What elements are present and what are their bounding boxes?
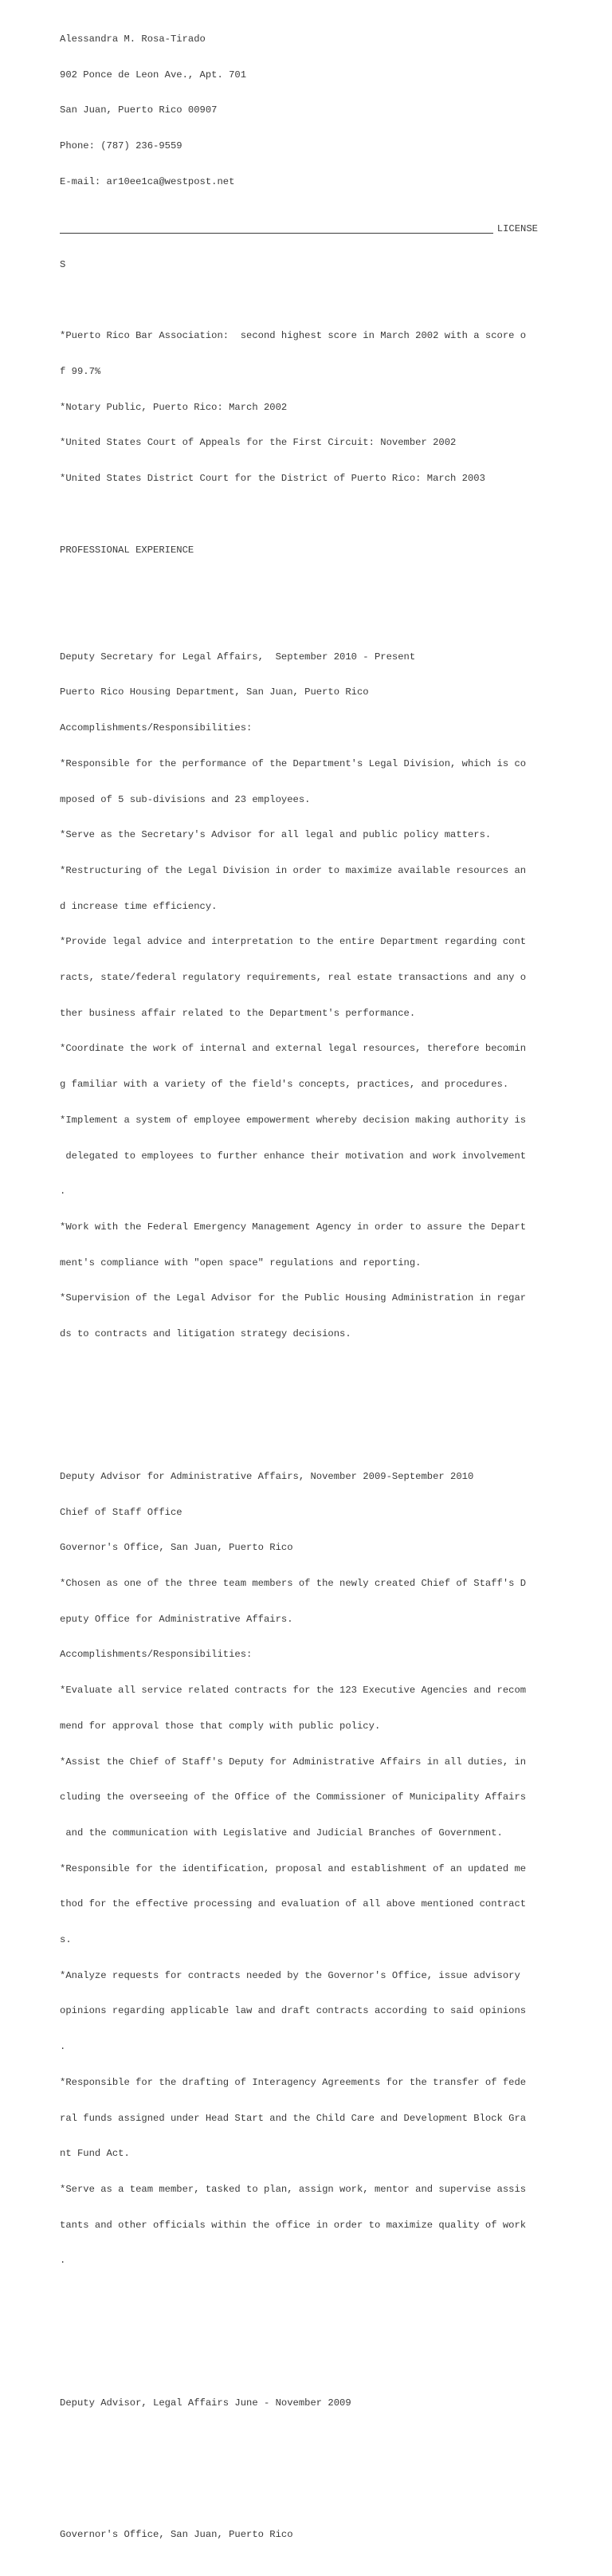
job-line: .	[60, 1186, 66, 1198]
license-line: *Notary Public, Puerto Rico: March 2002	[60, 401, 288, 413]
job-line: Governor's Office, San Juan, Puerto Rico	[60, 1542, 293, 1554]
job-line: *Responsible for the drafting of Interagency Agreements for the transfer of fede	[60, 2076, 527, 2088]
job-line: ds to contracts and litigation strategy decisions.	[60, 1328, 351, 1340]
job-line: .	[60, 2041, 66, 2053]
job-line: tants and other officials within the office in order to maximize quality of work	[60, 2219, 527, 2231]
job-line: Deputy Secretary for Legal Affairs, September 2010 - Present	[60, 651, 416, 663]
spacer	[60, 2433, 538, 2505]
job-line: delegated to employees to further enhance their motivation and work involvement	[60, 1150, 527, 1162]
address-line-2: San Juan, Puerto Rico 00907	[60, 104, 218, 116]
experience-heading: PROFESSIONAL EXPERIENCE	[60, 544, 194, 556]
job-line: racts, state/federal regulatory requirements, real estate transactions and any o	[60, 972, 527, 984]
job-line: *Responsible for the performance of the Department's Legal Division, which is co	[60, 757, 527, 769]
license-line: *United States District Court for the District of Puerto Rico: March 2003	[60, 473, 485, 485]
licenses-heading-wrap: S	[60, 258, 66, 270]
job-line: d increase time efficiency.	[60, 900, 218, 912]
job-line: ral funds assigned under Head Start and the Child Care and Development Block Gra	[60, 2112, 527, 2124]
job-line: ment's compliance with "open space" regulations and reporting.	[60, 1257, 422, 1268]
job-line: *Analyze requests for contracts needed by the Governor's Office, issue advisory	[60, 1969, 520, 1981]
license-line: *United States Court of Appeals for the First Circuit: November 2002	[60, 437, 457, 449]
job-line: Accomplishments/Responsibilities:	[60, 722, 253, 734]
spacer	[60, 2326, 538, 2338]
licenses-list	[60, 307, 538, 509]
job-line: *Chosen as one of the three team members of the newly created Chief of Staff's D	[60, 1578, 527, 1590]
licenses-heading-row	[60, 223, 538, 235]
job-line: Chief of Staff Office	[60, 1506, 182, 1518]
job-3	[60, 2373, 538, 2564]
job-line: *Serve as a team member, tasked to plan, assign work, mentor and supervise assis	[60, 2183, 527, 2195]
spacer	[60, 1400, 538, 1412]
job-line: s.	[60, 1934, 72, 1946]
license-line: f 99.7%	[60, 366, 101, 378]
job-line: thod for the effective processing and evaluation of all above mentioned contract	[60, 1898, 527, 1910]
job-line: eputy Office for Administrative Affairs.	[60, 1613, 293, 1625]
job-line: *Serve as the Secretary's Advisor for all legal and public policy matters.	[60, 829, 492, 841]
job-line: nt Fund Act.	[60, 2148, 130, 2160]
job-line: *Responsible for the identification, proposal and establishment of an updated me	[60, 1862, 527, 1874]
job-line: *Coordinate the work of internal and external legal resources, therefore becomin	[60, 1043, 527, 1055]
job-line: *Implement a system of employee empowerment whereby decision making authority is	[60, 1114, 527, 1126]
job-line: *Supervision of the Legal Advisor for the Public Housing Administration in regar	[60, 1292, 527, 1304]
job-line: ther business affair related to the Department's performance.	[60, 1007, 416, 1019]
job-2	[60, 1447, 538, 2291]
license-line: *Puerto Rico Bar Association: second highest score in March 2002 with a score o	[60, 330, 527, 342]
job-line: Deputy Advisor for Administrative Affairs, November 2009-September 2010	[60, 1470, 474, 1482]
job-line: g familiar with a variety of the field's concepts, practices, and procedures.	[60, 1079, 509, 1091]
resume-document	[60, 10, 538, 2576]
job-1	[60, 627, 538, 1364]
email: E-mail: ar10ee1ca@westpost.net	[60, 175, 235, 187]
spacer	[60, 580, 538, 592]
job-line: *Work with the Federal Emergency Management Agency in order to assure the Depart	[60, 1221, 527, 1233]
job-line: *Evaluate all service related contracts for the 123 Executive Agencies and recom	[60, 1685, 527, 1697]
job-line: opinions regarding applicable law and draft contracts according to said opinions	[60, 2005, 527, 2017]
job-line: Accomplishments/Responsibilities:	[60, 1649, 253, 1661]
job-line: *Provide legal advice and interpretation to the entire Department regarding cont	[60, 936, 527, 948]
job-line: .	[60, 2255, 66, 2267]
job-line: mposed of 5 sub-divisions and 23 employees.	[60, 793, 311, 805]
licenses-heading: LICENSE	[496, 223, 538, 235]
job-line: cluding the overseeing of the Office of the Commissioner of Municipality Affairs	[60, 1791, 527, 1803]
job-line: *Restructuring of the Legal Division in order to maximize available resources an	[60, 864, 527, 876]
job-line: mend for approval those that comply with public policy.	[60, 1720, 381, 1732]
job-line: *Assist the Chief of Staff's Deputy for Administrative Affairs in all duties, in	[60, 1756, 527, 1768]
applicant-name: Alessandra M. Rosa-Tirado	[60, 33, 206, 45]
phone: Phone: (787) 236-9559	[60, 140, 182, 151]
job-line: Puerto Rico Housing Department, San Juan, Puerto Rico	[60, 686, 369, 698]
address-line-1: 902 Ponce de Leon Ave., Apt. 701	[60, 69, 247, 81]
job-title: Deputy Advisor, Legal Affairs June - November 2009	[60, 2397, 351, 2409]
heading-underline	[60, 233, 493, 234]
job-org: Governor's Office, San Juan, Puerto Rico	[60, 2528, 293, 2540]
job-line: and the communication with Legislative and Judicial Branches of Government.	[60, 1827, 503, 1839]
